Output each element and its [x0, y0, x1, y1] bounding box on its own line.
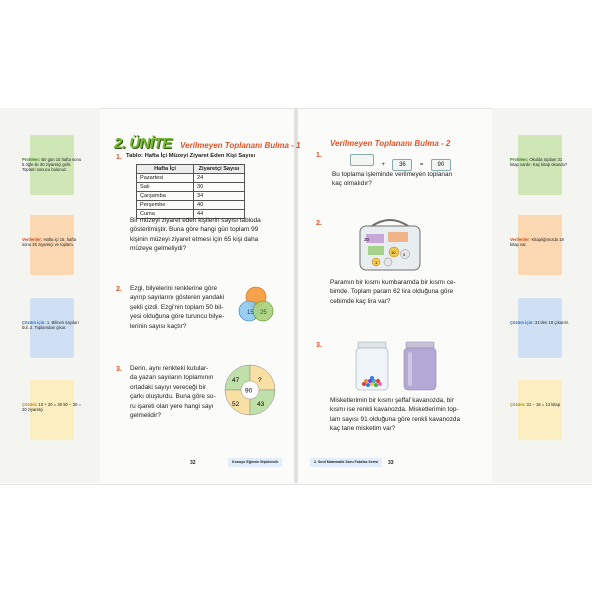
text-line: ortadaki sayıyı vereceği bir [130, 383, 207, 391]
table-cell: 44 [194, 210, 245, 219]
question-number: 3. [116, 366, 122, 373]
side-note-yellow [510, 380, 562, 440]
side-note-green [510, 135, 568, 195]
text-line: ru işareti olan yere hangi sayı [130, 402, 214, 410]
text-line: da yazan sayıların toplamının [130, 374, 214, 382]
footer-tag: Konuyu Eğlenin İlişkilendir [228, 458, 282, 467]
text-line: Bu toplama işleminde verilmeyen toplanan [332, 171, 453, 178]
marble-venn-diagram [236, 284, 276, 326]
piggy-bank-jar-image [354, 216, 426, 272]
wheel-value: 47 [232, 377, 240, 384]
number-wheel [224, 364, 276, 416]
note-text: 1. Bilinen sayıları bul. 2. Toplamdan çıkar. [22, 320, 79, 331]
unknown-addend-box [350, 154, 374, 166]
note-label: Verilenler: [510, 237, 531, 242]
note-text: 31 − 18 = 13 kitap [526, 402, 561, 407]
table-cell: Pazartesi [137, 174, 194, 183]
question-text [332, 170, 452, 189]
left-page [100, 108, 301, 483]
unit-badge: 2. ÜNİTE [114, 135, 172, 152]
question-text [130, 364, 216, 420]
page-heading [114, 135, 300, 153]
clear-jar-image [354, 340, 390, 392]
sum-box: 90 [431, 159, 451, 171]
right-page [298, 108, 492, 483]
text-line: müzeye gelmeliydi? [130, 245, 187, 253]
table-cell: 24 [194, 174, 245, 183]
text-line: bimde. Toplam param 62 lira olduğuna göre [330, 288, 454, 296]
question-text [330, 396, 460, 434]
text-line: Ezgi, bilyelerini renklerine göre [130, 285, 218, 292]
text-line: yesi olduğuna göre turuncu bilye- [130, 313, 225, 321]
note-label: Problem: [22, 157, 41, 162]
chapter-title: Verilmeyen Toplananı Bulma - 1 [180, 141, 301, 150]
coin-label: 10 [391, 250, 396, 255]
plus-sign: + [381, 162, 385, 168]
table-row [137, 183, 245, 192]
table-cell: Çarşamba [137, 192, 194, 201]
question-text [330, 278, 456, 306]
side-note-orange [22, 215, 77, 275]
question-text [130, 216, 261, 254]
wheel-value: 43 [257, 401, 265, 408]
text-line: Bir müzeyi ziyaret eden kişilerin sayısı tabloda [130, 217, 261, 224]
table-row [137, 192, 245, 201]
equals-sign: = [419, 162, 424, 168]
table-cell: Perşembe [137, 201, 194, 210]
note-text: 10 + 20 = 30 50 − 30 = 20 ziyaretçi [22, 402, 81, 413]
text-line: çarkı oluşturdu. Buna göre so- [130, 393, 216, 401]
side-note-blue [510, 298, 569, 358]
table-caption: Tablo: Hafta İçi Müzeyi Ziyaret Eden Kişi Sayısı [126, 153, 256, 159]
text-line: lerinin sayısı kaçtır? [130, 322, 187, 330]
note-label: Verilenler: [22, 237, 43, 242]
text-line: Misketlerimin bir kısmı şeffaf kavanozda, bir [330, 397, 454, 404]
circle-value: 25 [260, 310, 267, 316]
question-number: 2. [116, 286, 122, 293]
table-cell: Salı [137, 183, 194, 192]
page-number: 32 [190, 460, 196, 466]
note-text: 31'den 18 çıkarılır. [534, 320, 569, 325]
visitor-table [136, 164, 245, 219]
wheel-unknown: ? [258, 377, 262, 384]
chapter-title: Verilmeyen Toplananı Bulma - 2 [330, 139, 451, 148]
text-line: cebimde kaç lira var? [330, 297, 391, 305]
note-label: Çözüm için: [510, 320, 534, 325]
side-note-orange [510, 215, 564, 275]
text-line: kaç olmalıdır? [332, 180, 372, 188]
coin-label: 5 [403, 252, 406, 257]
note-text: Hafta içi 15, hafta sonu 25 ziyaretçi ve toplam. [22, 237, 77, 248]
text-line: kısmı ise renkli kavanozda. Misketlerimin top- [330, 406, 459, 414]
side-note-yellow [22, 380, 81, 440]
question-number: 3. [316, 342, 322, 349]
equation [350, 153, 451, 171]
colored-jar-image [402, 340, 438, 392]
table-row [137, 201, 245, 210]
text-line: kişinin müzeyi ziyaret etmesi için 65 kişi daha [130, 235, 259, 243]
addend-box: 36 [392, 159, 412, 171]
table-header: Hafta İçi [137, 165, 194, 174]
circle-value: 15 [247, 310, 254, 316]
note-text: Bir gün 15 hafta sonu 5 öğle ile 30 ziyaretçi gelir. Toplam sonucu bulunuz. [22, 157, 82, 173]
note-text: Okulda toplam 31 kitap vardır. Kaç kitap okundu? [510, 157, 568, 168]
note-label: Çözüm için: [22, 320, 46, 325]
coin-label: 1 [375, 260, 378, 265]
table-header-row [137, 165, 245, 174]
note-label: Çözüm: [510, 402, 526, 407]
question-number: 2. [316, 220, 322, 227]
coin-label: 20 [364, 237, 370, 242]
wheel-center: 90 [245, 387, 253, 395]
table-row [137, 174, 245, 183]
table-cell: 30 [194, 183, 245, 192]
question-number: 1. [116, 154, 122, 161]
text-line: Paramın bir kısmı kumbaramda bir kısmı ce- [330, 279, 456, 286]
side-note-green [22, 135, 82, 195]
note-label: Problem: [510, 157, 529, 162]
text-line: gelmelidir? [130, 412, 161, 420]
note-text: Kitaplığımızda 18 kitap var. [510, 237, 564, 248]
text-line: şekli çizdi. Ezgi'nin toplam 50 bil- [130, 303, 224, 311]
table-header: Ziyaretçi Sayısı [194, 165, 245, 174]
question-number: 1. [316, 152, 322, 159]
table-cell: 40 [194, 201, 245, 210]
note-label: Çözüm: [22, 402, 38, 407]
table-cell: 34 [194, 192, 245, 201]
text-line: kaç tane misketim var? [330, 425, 396, 433]
question-text [130, 284, 224, 331]
side-note-blue [22, 298, 79, 358]
text-line: Derin, aynı renkteki kutular- [130, 365, 209, 372]
page-number: 33 [388, 460, 394, 466]
wheel-value: 52 [232, 401, 240, 408]
footer-tag: 2. Sınıf Matematik Soru Fabrika Serisi [310, 458, 382, 467]
text-line: ayırıp sayılarını gösteren yandaki [130, 294, 225, 302]
text-line: lam sayısı 91 olduğuna göre renkli kavanozda [330, 415, 461, 423]
table-cell: Cuma [137, 210, 194, 219]
text-line: gösterilmiştir. Buna göre hangi gün toplam 99 [130, 226, 259, 234]
